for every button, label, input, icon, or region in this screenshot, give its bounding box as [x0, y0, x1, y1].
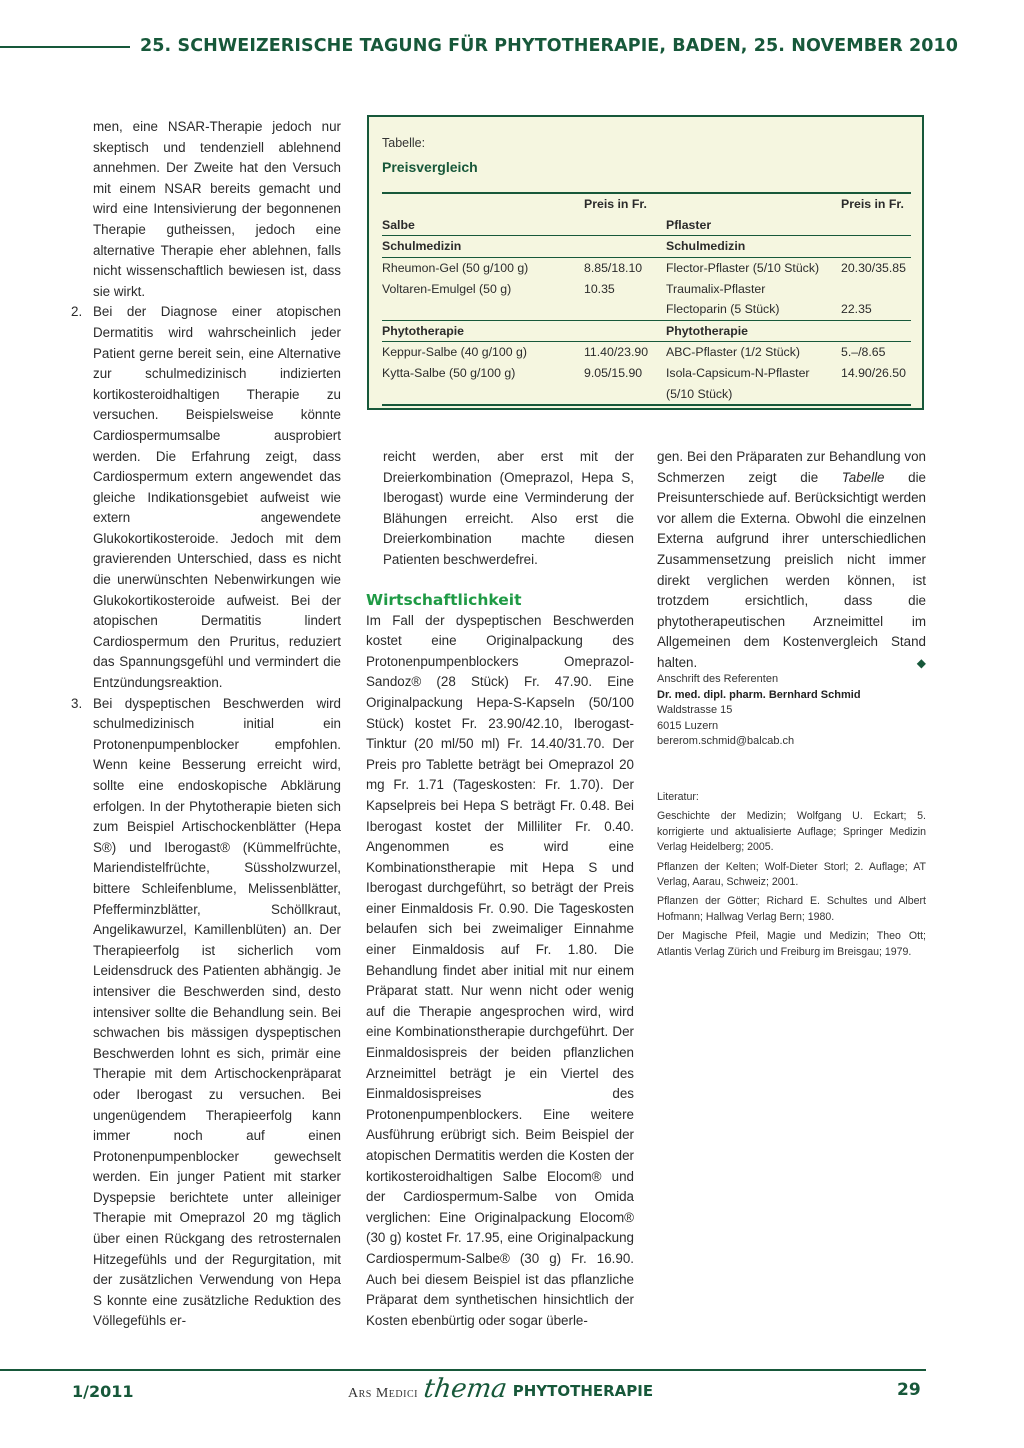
column-3 [657, 447, 926, 674]
paragraph: Im Fall der dyspeptischen Beschwerden kostet eine Originalpackung des Protonenpumpenblockers Omeprazol-Sandoz® (28 Stück) Fr. 47.90. Eine Originalpackung Hepa-S-Kapseln (50/100 Stück) kostet Fr. 23.90/42.10, Iberogast-Tinktur (20 ml/50 ml) Fr. 14.40/31.70. Der Preis pro Tablette beträgt bei Omeprazol 20 mg Fr. 1.71 (Tageskosten: Fr. 1.70). Der Kapselpreis bei Hepa S beträgt Fr. 0.48. Bei Iberogast kostet der Milliliter Fr. 0.40. Angenommen es wird eine Kombinationstherapie mit Hepa S und Iberogast durchgeführt, so beträgt der Preis einer Einmaldosis Fr. 0.90. Die Tageskosten belaufen sich bei zweimaliger Einnahme einer Einmaldosis auf Fr. 1.80. Die Behandlung findet aber initial mit nur einem Präparat statt. Nur wenn nicht oder wenig auf die Therapie angesprochen wird, wird eine Kombinationstherapie durchgeführt. Der Einmaldosispreis der beiden pflanzlichen Arzneimittel beträgt je ein Viertel des Einmaldosispreises des Protonenpumpenblockers. Eine weitere Ausführung erübrigt sich. Beim Beispiel der atopischen Dermatitis werden die Kosten der kortikosteroidhaltigen Salbe Elocom® und der Cardiospermum-Salbe von Omida verglichen: Eine Originalpackung Elocom® (30 g) kostet Fr. 17.95, eine Originalpackung Cardiospermum-Salbe® (30 g) Fr. 16.90. Auch bei diesem Beispiel ist das pflanzliche Präparat dem synthetischen hinsichtlich der Kosten ebenbürtig oder sogar überle- [366, 612, 634, 1328]
column-header: Preis in Fr. [584, 193, 666, 215]
paragraph: reicht werden, aber erst mit der Dreierkombination (Omeprazol, Hepa S, Iberogast) wurde eine Verminderung der Blähungen erreicht. Also erst die Dreierkombination machte diesen Patienten beschwerdefrei. [383, 449, 634, 567]
table-label: Tabelle: [382, 136, 426, 150]
category-row [382, 215, 911, 236]
numbered-list [71, 302, 341, 1332]
column-1 [71, 117, 341, 1332]
end-of-article-diamond-icon: ◆ [916, 655, 926, 670]
cell-product: Flectoparin (5 Stück) [666, 299, 841, 320]
address-street: Waldstrasse 15 [657, 704, 733, 716]
literature-entry: Pflanzen der Götter; Richard E. Schultes und Albert Hofmann; Hallwag Verlag Bern; 1980. [657, 895, 926, 923]
list-item [71, 302, 341, 693]
group-row [382, 236, 911, 258]
cell-price: 22.35 [841, 299, 911, 320]
table-reference: Tabelle [841, 469, 885, 485]
cell-product: Flector-Pflaster (5/10 Stück) [666, 261, 820, 276]
group-label: Schulmedizin [382, 236, 584, 258]
cell-price [584, 383, 666, 405]
publication-logo [348, 1376, 653, 1402]
cell-price [584, 299, 666, 320]
table-row [382, 342, 911, 363]
running-header: 25. SCHWEIZERISCHE TAGUNG FÜR PHYTOTHERAPIE, BADEN, 25. NOVEMBER 2010 [140, 36, 959, 56]
author-address [657, 672, 926, 750]
cell-price [841, 278, 911, 299]
group-label: Phytotherapie [666, 320, 841, 342]
group-label: Schulmedizin [666, 236, 841, 258]
literature-label: Literatur: [657, 791, 699, 803]
list-item [71, 694, 341, 1332]
author-email: bererom.schmid@balcab.ch [657, 735, 795, 747]
cell-price: 11.40/23.90 [584, 345, 649, 360]
logo-brand: Ars Medici [348, 1386, 418, 1401]
column-header: Preis in Fr. [841, 193, 911, 215]
price-table [382, 192, 911, 406]
literature-entry: Geschichte der Medizin; Wolfgang U. Eckart; 5. korrigierte und aktualisierte Auflage; Springer Medizin Verlag Heidelberg; 2005. [657, 810, 926, 854]
cell-price: 9.05/15.90 [584, 366, 643, 381]
cell-product: ABC-Pflaster (1/2 Stück) [666, 345, 800, 360]
header-rule [0, 46, 130, 48]
cell-product: Isola-Capsicum-N-Pflaster [666, 366, 810, 381]
address-city: 6015 Luzern [657, 719, 719, 732]
category-label: Pflaster [666, 217, 712, 232]
paragraph [657, 447, 926, 674]
table-row [382, 363, 911, 384]
footer-rule [0, 1369, 926, 1371]
table-row [382, 257, 911, 278]
list-number: 3. [71, 695, 83, 711]
cell-product: Traumalix-Pflaster [666, 281, 766, 296]
list-number: 2. [71, 304, 83, 320]
cell-price [841, 383, 911, 405]
category-label: Salbe [382, 217, 415, 232]
table-title: Preisvergleich [382, 159, 478, 175]
group-row [382, 320, 911, 342]
price-comparison-table-box [367, 115, 924, 410]
paragraph: men, eine NSAR-Therapie jedoch nur skeptisch und tendenziell ablehnend annehmen. Der Zweite hat den Versuch mit einem NSAR bereits gemacht und wird eine Intensivierung der begonnenen Therapie gutheissen, jedoch eine alternative Therapie eher ablehnen, falls nicht wissenschaftlich bewiesen ist, dass sie wirkt. [93, 119, 341, 299]
list-item-text: Bei dyspeptischen Beschwerden wird schulmedizinisch initial ein Protonenpumpenblocker empfohlen. Wenn keine Besserung erreicht wird, sollte eine endoskopische Abklärung erfolgen. In der Phytotherapie bieten sich zum Beispiel Artischockenblätter (Hepa S®) und Iberogast® (Kümmelfrüchte, Mariendistelfrüchte, Süssholzwurzel, bittere Schleifenblume, Melissenblätter, Pfefferminzblätter, Schöllkraut, Angelikawurzel, Kamillenblüten) an. Der Therapieerfolg ist sicherlich vom Leidensdruck des Patienten abhängig. Je intensiver die Beschwerden sind, desto intensiver sollte die Behandlung sein. Bei schwachen bis mässigen dyspeptischen Beschwerden lohnt es sich, primär eine Therapie mit dem Artischockenpräparat oder Iberogast zu versuchen. Bei ungenügendem Therapieerfolg kann immer noch auf einen Protonenpumpenblocker gewechselt werden. Ein junger Patient mit starker Dyspepsie berichtete unter alleiniger Therapie mit Omeprazol 20 mg täglich über einen Rückgang des retrosternalen Hitzegefühls und der Regurgitation, mit der zusätzlichen Verwendung von Hepa S konnte eine zusätzliche Reduktion des Völlegefühls er- [93, 695, 341, 1329]
cell-product: Voltaren-Emulgel (50 g) [382, 281, 512, 296]
cell-product: Rheumon-Gel (50 g/100 g) [382, 261, 529, 276]
cell-product [382, 299, 584, 320]
page-number: 29 [897, 1380, 921, 1400]
literature-entry: Der Magische Pfeil, Magie und Medizin; Theo Ott; Atlantis Verlag Zürich und Freiburg im Breisgau; 1979. [657, 930, 926, 958]
list-item-text: Bei der Diagnose einer atopischen Dermatitis wird wahrscheinlich jeder Patient gerne bereit sein, eine Alternative zur schulmedizinisch indizierten kortikosteroidhaltigen Therapie zu versuchen. Beispielsweise könnte Cardiospermumsalbe ausprobiert werden. Die Erfahrung zeigt, dass Cardiospermum extern angewendet das gleiche Indikationsgebiet aufweist wie extern angewendete Glukokortikosteroide. Jedoch mit dem gravierenden Unterschied, dass es nicht die unerwünschten Nebenwirkungen wie Glukokortikosteroide aufweist. Bei der atopischen Dermatitis lindert Cardiospermum den Pruritus, reduziert das Spannungsgefühl und vermindert die Entzündungsreaktion. [93, 304, 341, 691]
cell-product [382, 383, 584, 405]
cell-product: (5/10 Stück) [666, 383, 841, 405]
logo-section: PHYTOTHERAPIE [512, 1382, 654, 1400]
group-label: Phytotherapie [382, 320, 584, 342]
table-row [382, 383, 911, 405]
column-2 [366, 447, 634, 1331]
issue-number: 1/2011 [72, 1382, 134, 1401]
literature-list [657, 790, 926, 964]
cell-product: Kytta-Salbe (50 g/100 g) [382, 366, 516, 381]
text-run: die Preisunterschiede auf. Berücksichtigt werden vor allem die Externa. Obwohl die einzelnen Externa aufgrund ihrer unterschiedlichen Zusammensetzung preislich nicht immer direkt verglichen werden können, ist trotzdem ersichtlich, dass die phytotherapeutischen Arzneimittel im Allgemeinen dem Kostenvergleich Stand halten. [657, 469, 927, 670]
cell-price: 20.30/35.85 [841, 261, 906, 276]
logo-thema: thema [421, 1374, 509, 1404]
author-name: Dr. med. dipl. pharm. Bernhard Schmid [657, 688, 861, 701]
literature-entry: Pflanzen der Kelten; Wolf-Dieter Storl; 2. Auflage; AT Verlag, Aarau, Schweiz; 2001. [657, 860, 926, 889]
cell-price: 5.–/8.65 [841, 345, 886, 360]
text-run: gen. Bei den Präparaten zur Behandlung von Schmerzen zeigt die [657, 449, 926, 485]
cell-product: Keppur-Salbe (40 g/100 g) [382, 345, 527, 360]
cell-price: 14.90/26.50 [841, 366, 906, 381]
table-header-row [382, 193, 911, 215]
cell-price: 10.35 [584, 281, 615, 296]
cell-price: 8.85/18.10 [584, 261, 643, 276]
section-heading: Wirtschaftlichkeit [366, 590, 522, 609]
table-row [382, 278, 911, 299]
address-label: Anschrift des Referenten [657, 673, 779, 685]
table-row [382, 299, 911, 320]
